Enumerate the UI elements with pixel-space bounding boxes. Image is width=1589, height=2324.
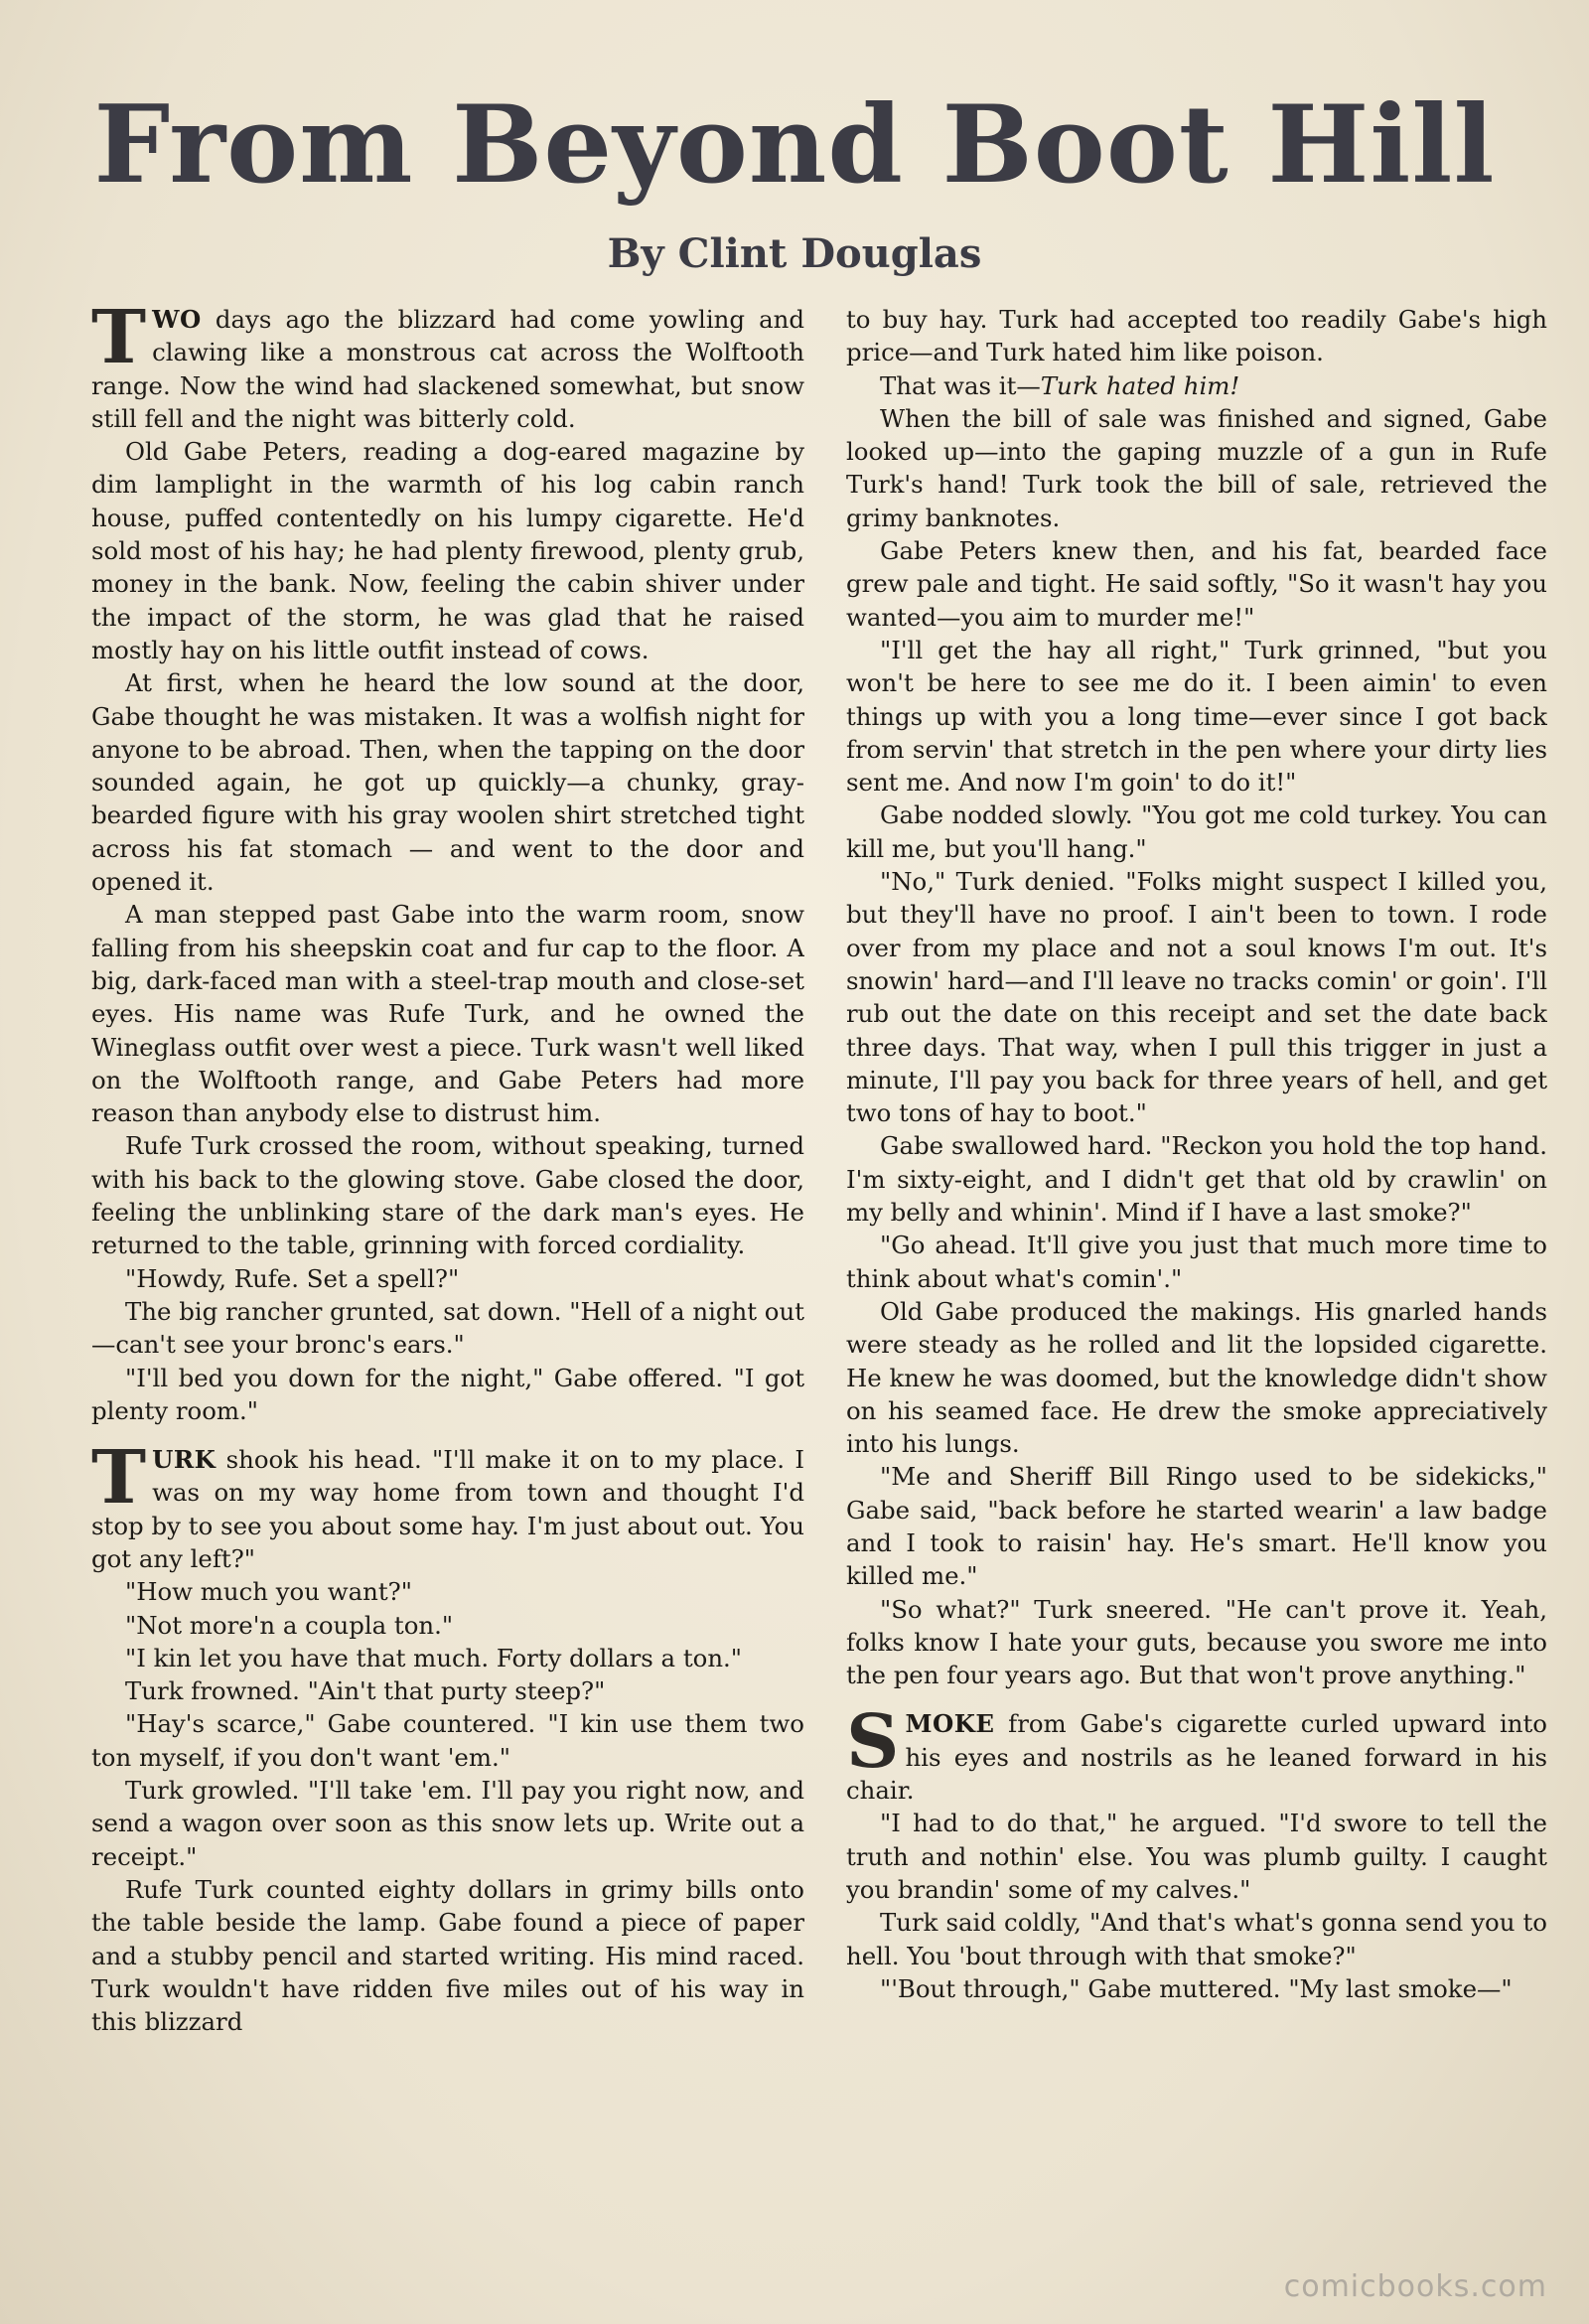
paragraph <box>91 303 804 435</box>
paragraph: "Hay's scarce," Gabe countered. "I kin use them two ton myself, if you don't want 'em." <box>91 1709 804 1772</box>
paragraph-text: shook his head. "I'll make it on to my place. I was on my way home from town and thought I'd stop by to see you about some hay. I'm just about out. You got any left?" <box>91 1445 804 1573</box>
paragraph: to buy hay. Turk had accepted too readily Gabe's high price—and Turk hated him like poison. <box>846 305 1547 367</box>
paragraph: "Howdy, Rufe. Set a spell?" <box>125 1263 460 1293</box>
paragraph: "I had to do that," he argued. "I'd swore to tell the truth and nothin' else. You was plumb guilty. I caught you brandin' some of my calves." <box>846 1809 1547 1904</box>
paragraph: "I kin let you have that much. Forty dollars a ton." <box>125 1643 742 1672</box>
paragraph: Old Gabe produced the makings. His gnarled hands were steady as he rolled and lit the lopsided cigarette. He knew he was doomed, but the knowledge didn't show on his seamed face. He drew the smoke appreciatively into his lungs. <box>846 1296 1547 1459</box>
paragraph <box>846 1699 1547 1807</box>
left-column <box>91 303 804 2304</box>
drop-cap: S <box>846 1699 900 1786</box>
paragraph: "How much you want?" <box>125 1577 412 1607</box>
story-title: From Beyond Boot Hill <box>93 82 1496 208</box>
paragraph: "Not more'n a coupla ton." <box>125 1610 454 1640</box>
paragraph: A man stepped past Gabe into the warm room, snow falling from his sheepskin coat and fur cap to the floor. A big, dark-faced man with a steel-trap mouth and close-set eyes. His name was Rufe Turk, and he owned the Wineglass outfit over west a piece. Turk wasn't well liked on the Wolftooth range, and Gabe Peters had more reason than anybody else to distrust him. <box>91 900 804 1128</box>
paragraph: Turk frowned. "Ain't that purty steep?" <box>125 1676 606 1706</box>
paragraph: Turk said coldly, "And that's what's gonna send you to hell. You 'bout through with that smoke?" <box>846 1908 1547 1970</box>
paragraph: Gabe Peters knew then, and his fat, bearded face grew pale and tight. He said softly, "So it wasn't hay you wanted—you aim to murder me!" <box>846 536 1547 632</box>
paragraph: "'Bout through," Gabe muttered. "My last smoke—" <box>880 1973 1513 2003</box>
paragraph: "So what?" Turk sneered. "He can't prove it. Yeah, folks know I hate your guts, because you swore me into the pen four years ago. But that won't prove anything." <box>846 1594 1547 1690</box>
italic-emphasis: Turk hated him! <box>1040 370 1240 400</box>
drop-cap: T <box>91 1435 147 1522</box>
paragraph: The big rancher grunted, sat down. "Hell of a night out—can't see your bronc's ears." <box>91 1296 804 1360</box>
paragraph: When the bill of sale was finished and signed, Gabe looked up—into the gaping muzzle of a gun in Rufe Turk's hand! Turk took the bill of sale, retrieved the grimy banknotes. <box>846 403 1547 532</box>
paragraph-text: days ago the blizzard had come yowling and clawing like a monstrous cat across the Wolftooth range. Now the wind had slackened somewhat, but snow still fell and the night was bitterly cold. <box>91 305 804 433</box>
paragraph: Rufe Turk counted eighty dollars in grimy bills onto the table beside the lamp. Gabe found a piece of paper and a stubby pencil and started writing. His mind raced. Turk wouldn't have ridden five miles out of his way in this blizzard <box>91 1874 804 2037</box>
paragraph: Turk growled. "I'll take 'em. I'll pay you right now, and send a wagon over soon as this snow lets up. Write out a receipt." <box>91 1776 804 1871</box>
paragraph <box>91 1435 804 1575</box>
paragraph: "Me and Sheriff Bill Ringo used to be sidekicks," Gabe said, "back before he started wearin' a law badge and I took to raisin' hay. He's smart. He'll know you killed me." <box>846 1462 1547 1591</box>
paragraph: "I'll get the hay all right," Turk grinned, "but you won't be here to see me do it. I been aimin' to even things up with you a long time—ever since I got back from servin' that stretch in the pen where your dirty lies sent me. And now I'm goin' to do it!" <box>846 635 1547 798</box>
paragraph: Rufe Turk crossed the room, without speaking, turned with his back to the glowing stove. Gabe closed the door, feeling the unblinking stare of the dark man's eyes. He returned to the table, grinning with forced cordiality. <box>91 1131 804 1260</box>
paragraph: "No," Turk denied. "Folks might suspect I killed you, but they'll have no proof. I ain't been to town. I rode over from my place and not a soul knows I'm out. It's snowin' hard—and I'll leave no tracks comin' or goin'. I'll rub out the date on this receipt and set the date back three days. That way, when I pull this trigger in just a minute, I'll pay you back for three years of hell, and get two tons of hay to boot." <box>846 867 1547 1128</box>
lead-in: WO <box>152 305 202 334</box>
paragraph-text: from Gabe's cigarette curled upward into his eyes and nostrils as he leaned forward in his chair. <box>846 1709 1547 1806</box>
watermark: comicbooks.com <box>1283 2269 1547 2304</box>
paragraph: Gabe swallowed hard. "Reckon you hold the top hand. I'm sixty-eight, and I didn't get that old by crawlin' on my belly and whinin'. Mind if I have a last smoke?" <box>846 1131 1547 1228</box>
paragraph: "I'll bed you down for the night," Gabe offered. "I got plenty room." <box>91 1363 804 1425</box>
right-column <box>846 303 1547 2304</box>
paragraph <box>846 369 1547 402</box>
byline: By Clint Douglas <box>607 230 982 277</box>
paragraph: "Go ahead. It'll give you just that much more time to think about what's comin'." <box>846 1231 1547 1293</box>
paragraph: Gabe nodded slowly. "You got me cold turkey. You can kill me, but you'll hang." <box>846 800 1547 863</box>
lead-in: MOKE <box>905 1709 995 1739</box>
paragraph: Old Gabe Peters, reading a dog-eared magazine by dim lamplight in the warmth of his log cabin ranch house, puffed contentedly on his lumpy cigarette. He'd sold most of his hay; he had plenty firewood, plenty grub, money in the bank. Now, feeling the cabin shiver under the impact of the storm, he was glad that he raised mostly hay on his little outfit instead of cows. <box>91 437 804 664</box>
lead-in: URK <box>152 1445 217 1475</box>
paragraph: At first, when he heard the low sound at the door, Gabe thought he was mistaken. It was a wolfish night for anyone to be abroad. Then, when the tapping on the door sounded again, he got up quickly—a chunky, gray-bearded figure with his gray woolen shirt stretched tight across his fat stomach — and went to the door and opened it. <box>91 668 804 897</box>
drop-cap: T <box>91 303 147 380</box>
paragraph-text: That was it— <box>880 370 1041 400</box>
